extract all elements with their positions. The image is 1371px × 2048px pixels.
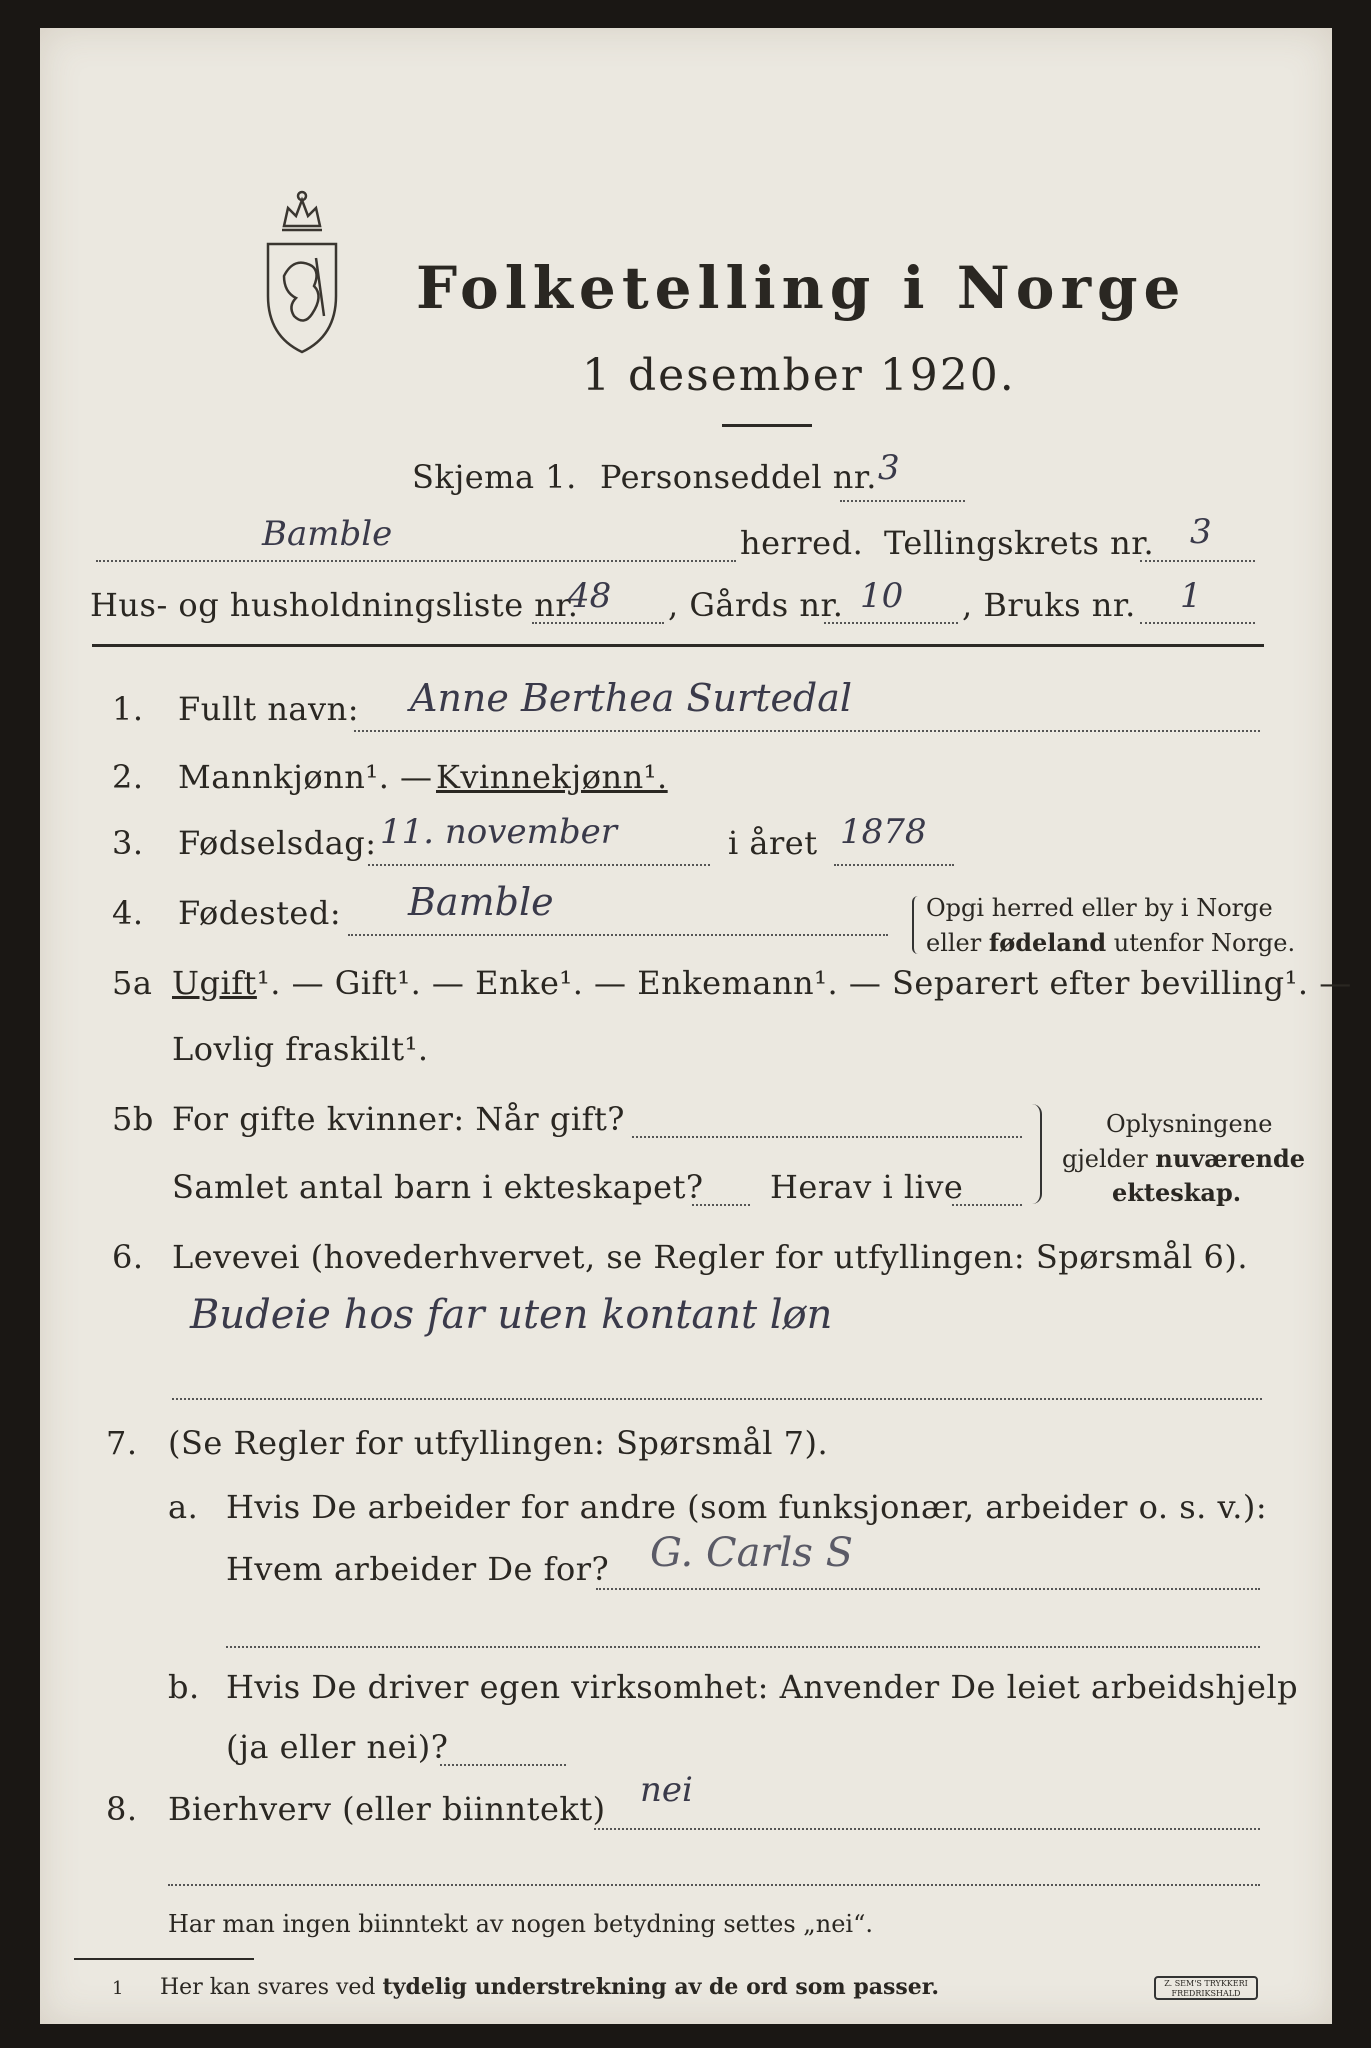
q6-label: Levevei (hovederhvervet, se Regler for utfyllingen: Spørsmål 6). xyxy=(172,1238,1249,1276)
hus-label: Hus- og husholdningsliste nr. xyxy=(90,586,579,624)
coat-of-arms-icon xyxy=(254,186,350,356)
census-date: 1 desember 1920. xyxy=(582,350,1016,401)
q5b-note-line1: Oplysningene xyxy=(1106,1110,1273,1138)
bruks-value[interactable]: 1 xyxy=(1180,576,1202,616)
occupation-value[interactable]: Budeie hos far uten kontant løn xyxy=(190,1292,833,1338)
form-title: Folketelling i Norge xyxy=(416,254,1187,322)
herred-label: herred. xyxy=(740,524,864,562)
q2-number: 2. xyxy=(112,758,144,796)
hus-line xyxy=(532,622,664,624)
q8-number: 8. xyxy=(106,1790,138,1828)
other-marital-options[interactable]: ¹. — Gift¹. — Enke¹. — Enkemann¹. — Separert efter bevilling¹. — xyxy=(256,964,1352,1002)
q7-number: 7. xyxy=(106,1424,138,1462)
bruks-label: , Bruks nr. xyxy=(962,586,1136,624)
footnote-number: 1 xyxy=(112,1978,124,1999)
aret-label: i året xyxy=(728,824,818,862)
q5b-note-line3: ekteskap. xyxy=(1112,1178,1242,1207)
q5b-note-line2 xyxy=(1062,1144,1305,1173)
employer-line xyxy=(596,1588,1260,1590)
personseddel-value[interactable]: 3 xyxy=(878,448,900,488)
q5b-note-bracket xyxy=(1030,1104,1042,1204)
birthplace-note-bracket xyxy=(912,896,922,954)
herred-value[interactable]: Bamble xyxy=(262,514,393,554)
children-alive-line xyxy=(952,1204,1022,1206)
children-total-line xyxy=(692,1204,750,1206)
employer-line-2 xyxy=(226,1646,1260,1648)
footnote-divider xyxy=(74,1958,254,1960)
q1-label: Fullt navn: xyxy=(178,690,359,728)
note-nuvaerende: nuværende xyxy=(1155,1144,1306,1173)
birthplace-note-line1: Opgi herred eller by i Norge xyxy=(926,894,1273,922)
lovlig-fraskilt-option[interactable]: Lovlig fraskilt¹. xyxy=(172,1030,429,1068)
q5b-number: 5b xyxy=(112,1100,154,1138)
bruks-line xyxy=(1140,622,1255,624)
q7a-letter: a. xyxy=(168,1488,199,1526)
printer-stamp xyxy=(1154,1976,1258,2000)
side-income-line xyxy=(594,1828,1260,1830)
birthday-value[interactable]: 11. november xyxy=(380,812,617,852)
gards-value[interactable]: 10 xyxy=(860,576,904,616)
side-income-note: Har man ingen biinntekt av nogen betydning settes „nei“. xyxy=(168,1910,873,1938)
note-gjelder: gjelder xyxy=(1062,1145,1148,1173)
herred-line xyxy=(96,560,736,562)
q3-number: 3. xyxy=(112,824,144,862)
note-fodeland: fødeland xyxy=(988,928,1107,957)
tellingskrets-line xyxy=(1140,560,1255,562)
birthplace-value[interactable]: Bamble xyxy=(408,880,554,924)
children-total-label: Samlet antal barn i ekteskapet? xyxy=(172,1168,704,1206)
personseddel-line xyxy=(840,500,965,502)
kvinnekjonn-option[interactable]: Kvinnekjønn¹. xyxy=(436,758,668,796)
note-utenfor: utenfor Norge. xyxy=(1113,929,1296,957)
q3-label: Fødselsdag: xyxy=(178,824,377,862)
q1-number: 1. xyxy=(112,690,144,728)
birth-year-line xyxy=(834,864,954,866)
skjema-label: Skjema 1. xyxy=(412,458,577,496)
personseddel-label: Personseddel nr. xyxy=(600,458,877,496)
hired-help-line xyxy=(440,1764,566,1766)
employer-label: Hvem arbeider De for? xyxy=(226,1550,610,1588)
gards-label: , Gårds nr. xyxy=(668,586,844,624)
birthplace-note-line2 xyxy=(926,928,1295,957)
title-divider xyxy=(722,424,812,427)
q7b-letter: b. xyxy=(168,1668,200,1706)
ugift-option[interactable]: Ugift xyxy=(172,964,257,1002)
married-when-label: For gifte kvinner: Når gift? xyxy=(172,1100,625,1138)
hired-help-label: (ja eller nei)? xyxy=(226,1728,449,1766)
full-name-value[interactable]: Anne Berthea Surtedal xyxy=(410,676,853,720)
tellingskrets-value[interactable]: 3 xyxy=(1190,512,1212,552)
q6-number: 6. xyxy=(112,1238,144,1276)
q7a-text: Hvis De arbeider for andre (som funksjonær, arbeider o. s. v.): xyxy=(226,1488,1268,1526)
q7b-text: Hvis De driver egen virksomhet: Anvender De leiet arbeidshjelp xyxy=(226,1668,1299,1706)
married-when-line xyxy=(632,1136,1022,1138)
marital-options xyxy=(172,964,1352,1002)
note-eller: eller xyxy=(926,929,982,957)
tellingskrets-label: Tellingskrets nr. xyxy=(884,524,1155,562)
hus-value[interactable]: 48 xyxy=(568,576,612,616)
occupation-line xyxy=(172,1398,1262,1400)
header-divider xyxy=(92,644,1264,647)
q7-label: (Se Regler for utfyllingen: Spørsmål 7). xyxy=(168,1424,829,1462)
q4-label: Fødested: xyxy=(178,894,342,932)
q1-line xyxy=(354,730,1260,732)
footnote-text xyxy=(160,1974,939,2000)
footnote-a: Her kan svares ved xyxy=(160,1975,376,2000)
census-form xyxy=(40,28,1352,2024)
printer-text: Z. SEM'S TRYKKERI FREDRIKSHALD xyxy=(1164,1979,1248,1998)
employer-value[interactable]: G. Carls S xyxy=(650,1530,853,1576)
q4-number: 4. xyxy=(112,894,144,932)
q8-label: Bierhverv (eller biinntekt) xyxy=(168,1790,606,1828)
birth-year-value[interactable]: 1878 xyxy=(840,812,927,852)
birthplace-line xyxy=(348,934,888,936)
side-income-value[interactable]: nei xyxy=(640,1770,693,1810)
q5a-number: 5a xyxy=(112,964,153,1002)
footnote-b: tydelig understrekning av de ord som passer. xyxy=(382,1974,940,2000)
mannkjonn-option[interactable]: Mannkjønn¹. — xyxy=(178,758,433,796)
children-alive-label: Herav i live xyxy=(770,1168,964,1206)
gards-line xyxy=(824,622,958,624)
birthday-line xyxy=(368,864,710,866)
side-income-line-2 xyxy=(168,1884,1260,1886)
